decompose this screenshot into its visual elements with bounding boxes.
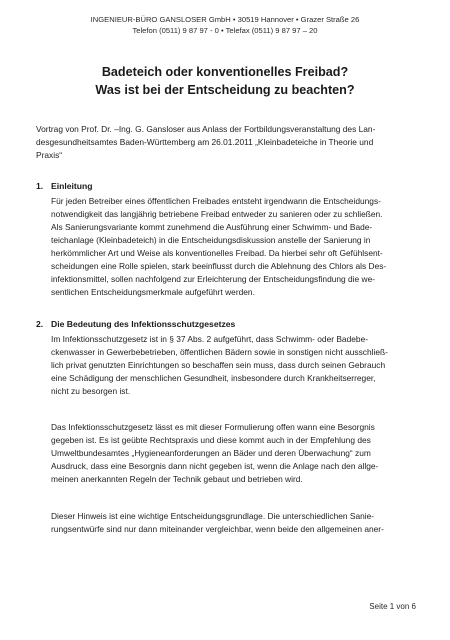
paragraph-line: Für jeden Betreiber eines öffentlichen Freibades entsteht irgendwann die Entscheidungs- xyxy=(51,196,381,206)
paragraph-line: teichanlage (Kleinbadeteich) in die Entscheidungsdiskussion anstelle der Sanierung in xyxy=(51,235,371,245)
intro-line: Vortrag von Prof. Dr. –Ing. G. Gansloser aus Anlass der Fortbildungsveranstaltung des Lan- xyxy=(36,124,376,134)
section-number: 1. xyxy=(36,181,44,191)
paragraph-line: meinen anerkannten Regeln der Technik gebaut und betrieben wird. xyxy=(51,474,303,484)
paragraph-line: herkömmlicher Art und Weise als konventionelles Freibad. Da hierbei sehr oft Gefühlsent- xyxy=(51,248,383,258)
paragraph-line: Dieser Hinweis ist eine wichtige Entscheidungsgrundlage. Die unterschiedlichen Sanie- xyxy=(51,511,375,521)
paragraph-line: Als Sanierungsvariante kommt zunehmend die Ausführung einer Schwimm- und Bade- xyxy=(51,222,373,232)
section-2-paragraph-2 xyxy=(51,421,378,486)
intro-line: Praxis“ xyxy=(36,150,63,160)
paragraph-line: rungsentwürfe sind nur dann miteinander vergleichbar, wenn beide den allgemeinen aner- xyxy=(51,524,384,534)
section-2-paragraph-1 xyxy=(51,333,388,398)
section-title: Die Bedeutung des Infektionsschutzgesetzes xyxy=(51,319,236,329)
page-number: Seite 1 von 6 xyxy=(369,602,416,611)
intro-paragraph xyxy=(36,123,375,162)
letterhead xyxy=(0,15,450,36)
paragraph-line: notwendigkeit das langjährig betriebene Freibad entweder zu sanieren oder zu schließen. xyxy=(51,209,383,219)
paragraph-line: nicht zu besorgen ist. xyxy=(51,386,131,396)
paragraph-line: ckenwasser in Gewerbebetrieben, öffentlichen Bädern sowie in sonstigen nicht ausschließ- xyxy=(51,347,388,357)
paragraph-line: gegeben ist. Es ist geübte Rechtspraxis und diese kommt auch in der Empfehlung des xyxy=(51,435,371,445)
section-2-paragraph-3 xyxy=(51,510,384,536)
paragraph-line: scheidungen eine Rolle spielen, stark beeinflusst durch die Ablehnung des Chlors als Des- xyxy=(51,261,387,271)
paragraph-line: lich privat genutzten Einrichtungen so beschaffen sein muss, dass durch seinen Gebrauch xyxy=(51,360,386,370)
section-1-paragraph xyxy=(51,195,386,299)
section-heading-infektionsschutzgesetz xyxy=(36,318,235,330)
paragraph-line: Umweltbundesamtes „Hygieneanforderungen an Bäder und deren Überwachung“ zum xyxy=(51,448,371,458)
document-title xyxy=(0,63,450,99)
letterhead-address: INGENIEUR-BÜRO GANSLOSER GmbH • 30519 Hannover • Grazer Straße 26 xyxy=(90,15,360,24)
paragraph-line: sentlichen Entscheidungsmerkmale aufgeführt werden. xyxy=(51,287,255,297)
intro-line: desgesundheitsamtes Baden-Württemberg am 26.01.2011 „Kleinbadeteiche in Theorie und xyxy=(36,137,374,147)
title-line-2: Was ist bei der Entscheidung zu beachten? xyxy=(95,83,355,97)
paragraph-line: eine Schädigung der menschlichen Gesundheit, insbesondere durch Krankheitserreger, xyxy=(51,373,376,383)
letterhead-phone: Telefon (0511) 9 87 97 - 0 • Telefax (0511) 9 87 97 – 20 xyxy=(132,25,318,35)
paragraph-line: Das Infektionsschutzgesetz lässt es mit dieser Formulierung offen wann eine Besorgnis xyxy=(51,422,375,432)
section-heading-einleitung xyxy=(36,180,93,192)
paragraph-line: Ausdruck, dass eine Besorgnis dann nicht gegeben ist, wenn die Anlage nach den allge- xyxy=(51,461,379,471)
section-title: Einleitung xyxy=(51,181,93,191)
paragraph-line: infektionsmittel, sollen nachfolgend zur Erleichterung der Entscheidungsfindung die we- xyxy=(51,274,376,284)
title-line-1: Badeteich oder konventionelles Freibad? xyxy=(101,65,349,79)
paragraph-line: Im Infektionsschutzgesetz ist in § 37 Abs. 2 aufgeführt, dass Schwimm- oder Badebe- xyxy=(51,334,369,344)
section-number: 2. xyxy=(36,319,44,329)
